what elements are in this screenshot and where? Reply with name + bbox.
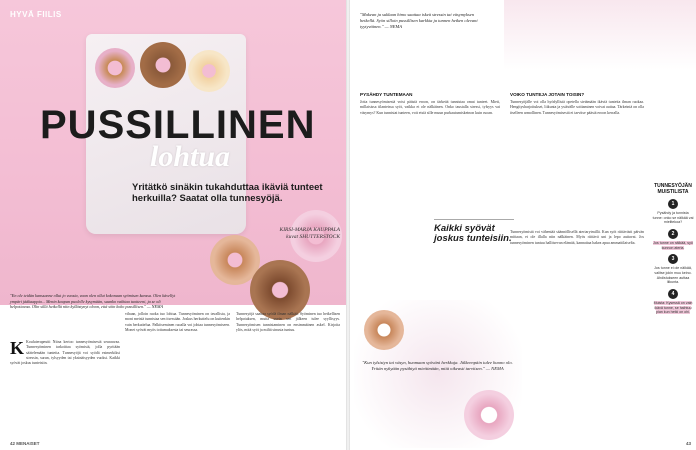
- checklist-sidebar: [652, 183, 694, 383]
- section-heading: PYSÄHDY TUNTEMAAN: [360, 92, 413, 97]
- quote-box-top: "Makean ja suklaan himo saattaa iskeä stressin tai väsymyksen hetkellä. Syön silloin pussillisen karkkia ja tunnen hetken olevani tyytyväinen." — NEMA: [360, 12, 478, 30]
- tip-number: 3: [668, 254, 678, 264]
- tip-text: Jos tunne on nälkää, syö kunnon ateria.: [653, 241, 693, 250]
- drop-cap: K: [10, 338, 25, 358]
- section-label: HYVÄ FIILIS: [10, 10, 62, 19]
- donut-decoration: [464, 390, 514, 440]
- body-text: Jotta tunnesyömisestä voisi päästä eroon, on tärkeää tunnistaa omat tunteet. Mieti, millaisissa tilanteissa syöt, vaikka et ole nälkäinen. Onko taustalla stressi, tylsyys vai väsymys? Kun tunnistat tunteen, voit etsiä sille muun purkautumiskeinon kuin ruoan.: [360, 100, 500, 115]
- sidebar-title: TUNNESYÖJÄN MUISTILISTA: [654, 183, 692, 195]
- tip-item: [652, 229, 694, 250]
- donut-decoration: [140, 42, 186, 88]
- article-title-script: lohtua: [150, 140, 231, 173]
- section-heading: VOIKO TUNTEJA JOTAIN TOISIN?: [510, 92, 585, 97]
- donut-decoration: [95, 48, 135, 88]
- left-page: [0, 0, 346, 450]
- pull-quote: Kaikki syövät joskus tunteisiin.: [434, 219, 514, 245]
- byline: [200, 227, 340, 241]
- top-image: [504, 0, 696, 70]
- photo-credit: kuvat SHUTTERSTOCK: [286, 234, 340, 241]
- page-footer: [10, 441, 40, 446]
- body-text: Kouluterapeutti Niina kertoo tunnesyömisestä seuraavaa. Tunnesyöminen tarkoittaa syömistä, jolla pyritään säätelemään tunteita. Tunnesyöjä voi syödä esimerkiksi stressin, surun, tylsyyden tai yksinäisyyden vuoksi. Kaikki syövät joskus tunteisiin.: [10, 340, 120, 366]
- article-title: PUSSILLINEN: [40, 103, 316, 147]
- tip-item: [652, 254, 694, 285]
- tip-item: [652, 199, 694, 225]
- body-column-2: vihaan, jolloin ruoka tuo lohtua. Tunnesyöminen on tavallista, ja moni meistä tunnistaa sen itsessään. Joskus herkuttelu on kuitenkin vain herkuttelua. Palkitseminen ruoalla voi johtaa tunnesyömiseen. Monet syövät myös tottumuksesta tai seurassa.: [125, 312, 230, 332]
- body-column-3: Tunnesyöjä saattaa syödä ilman nälkää. Syöminen tuo hetkellisen helpotuksen, mutta usein sen jälkeen tulee syyllisyys. Tunnesyömisen tunnistaminen on ensimmäinen askel. Kirjoita ylös, mitä syöt ja miltä sinusta tuntuu.: [236, 312, 340, 332]
- tip-item: [652, 289, 694, 315]
- donut-decoration: [250, 260, 310, 320]
- donuts-image: [354, 300, 522, 448]
- magazine-name: MENAISET: [16, 441, 40, 446]
- tip-text: Pysähdy ja tunnista tunne: onko se nälkää vai mielitekoa?: [652, 211, 694, 225]
- body-text: Tunnesyömistä voi vähentää säännöllisellä ateriarytmillä. Kun syöt riittävästi päivän mittaan, et ole illalla niin nälkäinen. Myös riittävä uni ja lepo auttavat. Jos tunnesyöminen tuntuu hallitsevan elämää, kannattaa hakea apua ammattilaiselta.: [510, 230, 644, 245]
- body-text: Tunnesyöjälle voi olla hyödyllistä opetella sietämään ikäviä tunteita ilman ruokaa. Hengitysharjoitukset, liikunta ja ystävälle soittaminen voivat auttaa. Tärkeintä on olla itselleen armollinen. Tunnesyömisestä ei tarvitse päästä eroon kerralla.: [510, 100, 644, 115]
- tip-number: 1: [668, 199, 678, 209]
- quote-box-bottom: "Kun tylsistyn tai väsyn, huomaan syöväni herkkuja. Jälkeenpäin tulee huono olo. Yritän nykyään pysähtyä miettimään, mitä oikeasti tarvitsen." — NEMA: [362, 360, 513, 372]
- tip-number: 4: [668, 289, 678, 299]
- body-column-1: [10, 340, 120, 366]
- page-number: 42: [10, 441, 16, 446]
- page-number: 43: [686, 441, 692, 446]
- donut-decoration: [364, 310, 404, 350]
- tip-text: Jos tunne ei ole nälkää, valitse jokin muu keino. Ahdistukseen auttaa liikunta.: [654, 266, 692, 285]
- tip-number: 2: [668, 229, 678, 239]
- article-lead: Yritätkö sinäkin tukahduttaa ikäviä tunteet herkuilla? Saatat olla tunnesyöjä.: [132, 182, 323, 205]
- quote-box: "En ole teidän kanssanne ollut jo vuosia, vaan olen ollut kokonaan syömisen kanssa. Olen kävellyt ympäri jääkaappia... Menin kaupan puolelle kysymään, saanko vaihtaa tuotteeni, ja se oli helpottavaa. Olin sillä hetkellä niin kyllästynyt oloon, että söin koko pussillisen." — NEMA: [10, 293, 176, 310]
- tip-text: Muista: Kysessä on vain ikävä tunne, se haihtuu pian kun hetki on ohi.: [653, 301, 693, 315]
- author: KIRSI-MARJA KAUPPALA: [279, 227, 340, 233]
- donut-decoration: [188, 50, 230, 92]
